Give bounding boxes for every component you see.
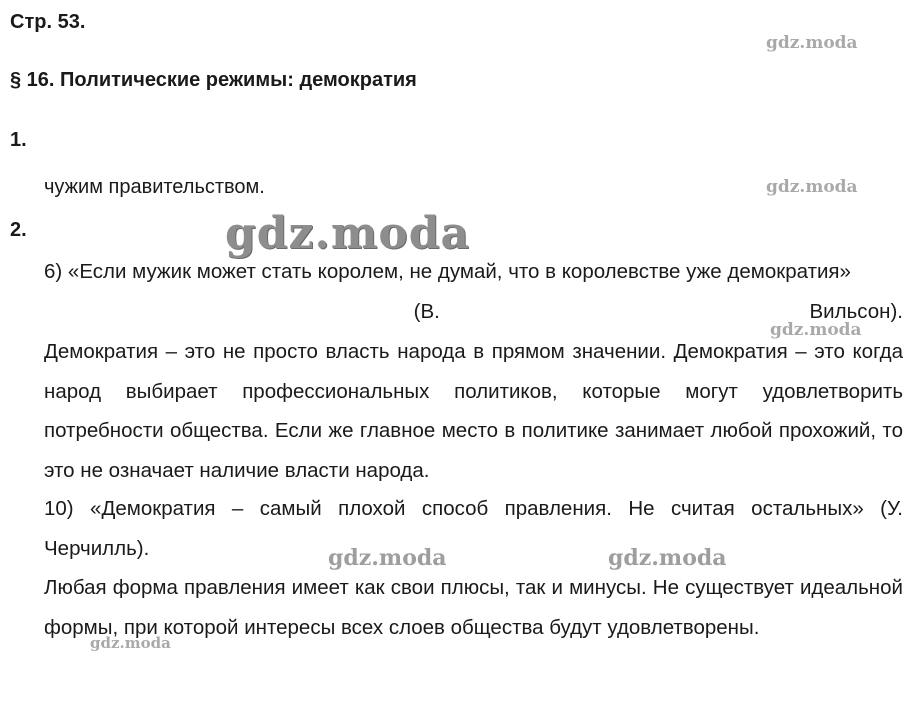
quote-1-source-row [44, 292, 903, 332]
comment-1: Демократия – это не просто власть народа в прямом значении. Демократия – это когда народ выбирает профессиональных политиков, которые могут удовлетворить потребности общества. Если же главное место в политике занимает любой прохожий, то это не означает наличие власти народа. [44, 340, 903, 482]
task-1-answer: чужим правительством. [44, 176, 265, 198]
quote-1-source-part-b: Вильсон). [809, 299, 903, 323]
quote-1-source-part-a: (В. [413, 299, 440, 323]
task-number-2: 2. [10, 219, 27, 241]
comment-2: Любая форма правления имеет как свои плюсы, так и минусы. Не существует идеальной формы, при которой интересы всех слоев общества будут удовлетворены. [44, 576, 903, 639]
watermark: gdz.moda [766, 177, 858, 197]
quote-2: 10) «Демократия – самый плохой способ правления. Не считая остальных» (У. Черчилль). [44, 497, 903, 560]
quote-1 [44, 252, 903, 331]
section-title: § 16. Политические режимы: демократия [10, 69, 417, 91]
watermark: gdz.moda [328, 545, 447, 571]
watermark: gdz.moda [608, 545, 727, 571]
page-reference: Стр. 53. [10, 11, 86, 33]
watermark: gdz.moda [766, 33, 858, 53]
watermark: gdz.moda [770, 320, 862, 340]
task-number-1: 1. [10, 129, 27, 151]
quote-1-text: 6) «Если мужик может стать королем, не думай, что в королевстве уже демократия» [44, 260, 851, 283]
watermark-large: gdz.moda [225, 208, 471, 259]
watermark: gdz.moda [90, 634, 171, 652]
